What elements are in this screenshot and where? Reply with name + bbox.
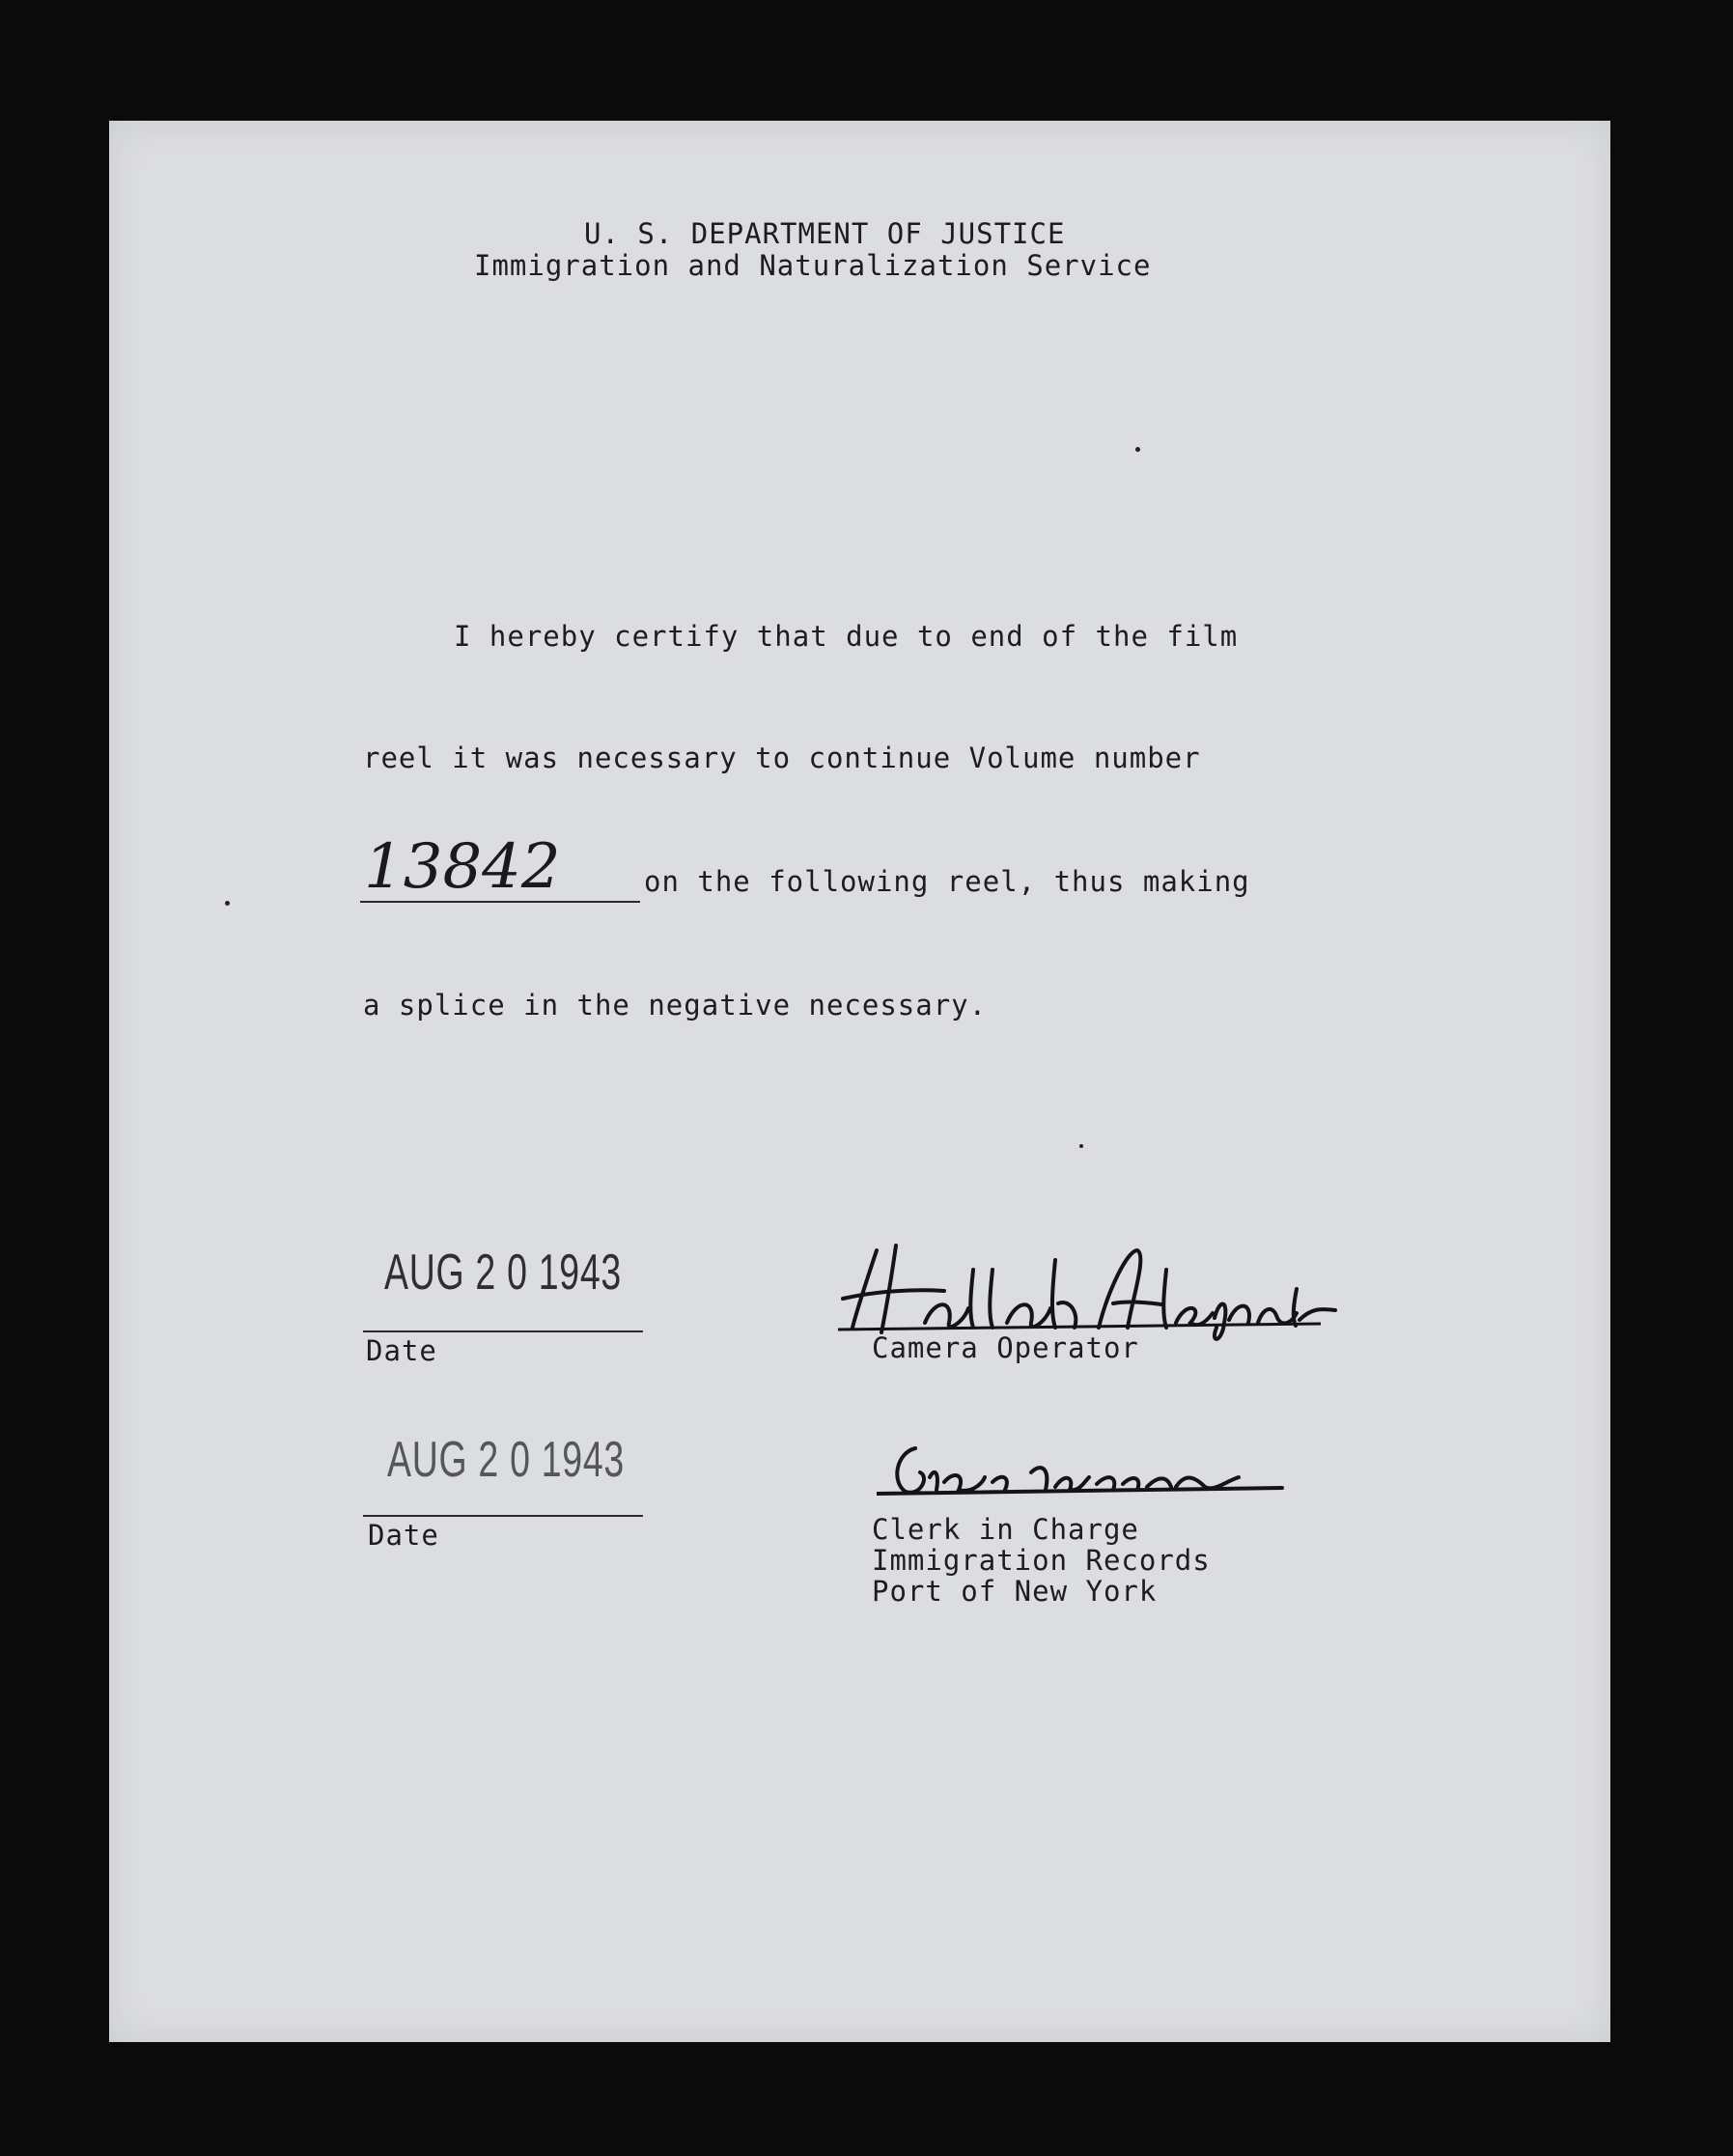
scan-speck (1079, 1144, 1083, 1148)
header-department: U. S. DEPARTMENT OF JUSTICE (584, 217, 1066, 250)
camera-operator-signature (838, 1231, 1340, 1347)
date-stamp-2: AUG 2 0 1943 (387, 1432, 625, 1488)
certificate-line-4: a splice in the negative necessary. (363, 989, 988, 1022)
clerk-signature (877, 1434, 1301, 1511)
clerk-role-line-1: Clerk in Charge (872, 1513, 1139, 1546)
volume-number-handwritten (360, 833, 635, 901)
camera-operator-label: Camera Operator (872, 1331, 1139, 1364)
date-label-1: Date (366, 1334, 437, 1367)
scan-speck (1135, 447, 1140, 452)
volume-number-text: 13842 (364, 833, 561, 901)
date-line-2 (363, 1515, 643, 1517)
scan-speck (225, 901, 230, 906)
clerk-role-line-3: Port of New York (872, 1575, 1158, 1608)
date-stamp-1: AUG 2 0 1943 (384, 1245, 622, 1301)
date-line-1 (363, 1330, 643, 1332)
certificate-line-3: on the following reel, thus making (644, 865, 1250, 898)
date-label-2: Date (368, 1519, 439, 1552)
certificate-line-1: I hereby certify that due to end of the film (454, 620, 1239, 653)
document-page (109, 121, 1610, 2042)
volume-number-underline (360, 901, 640, 903)
certificate-line-2: reel it was necessary to continue Volume number (363, 742, 1201, 774)
header-service: Immigration and Naturalization Service (474, 249, 1152, 282)
clerk-role-line-2: Immigration Records (872, 1544, 1211, 1577)
